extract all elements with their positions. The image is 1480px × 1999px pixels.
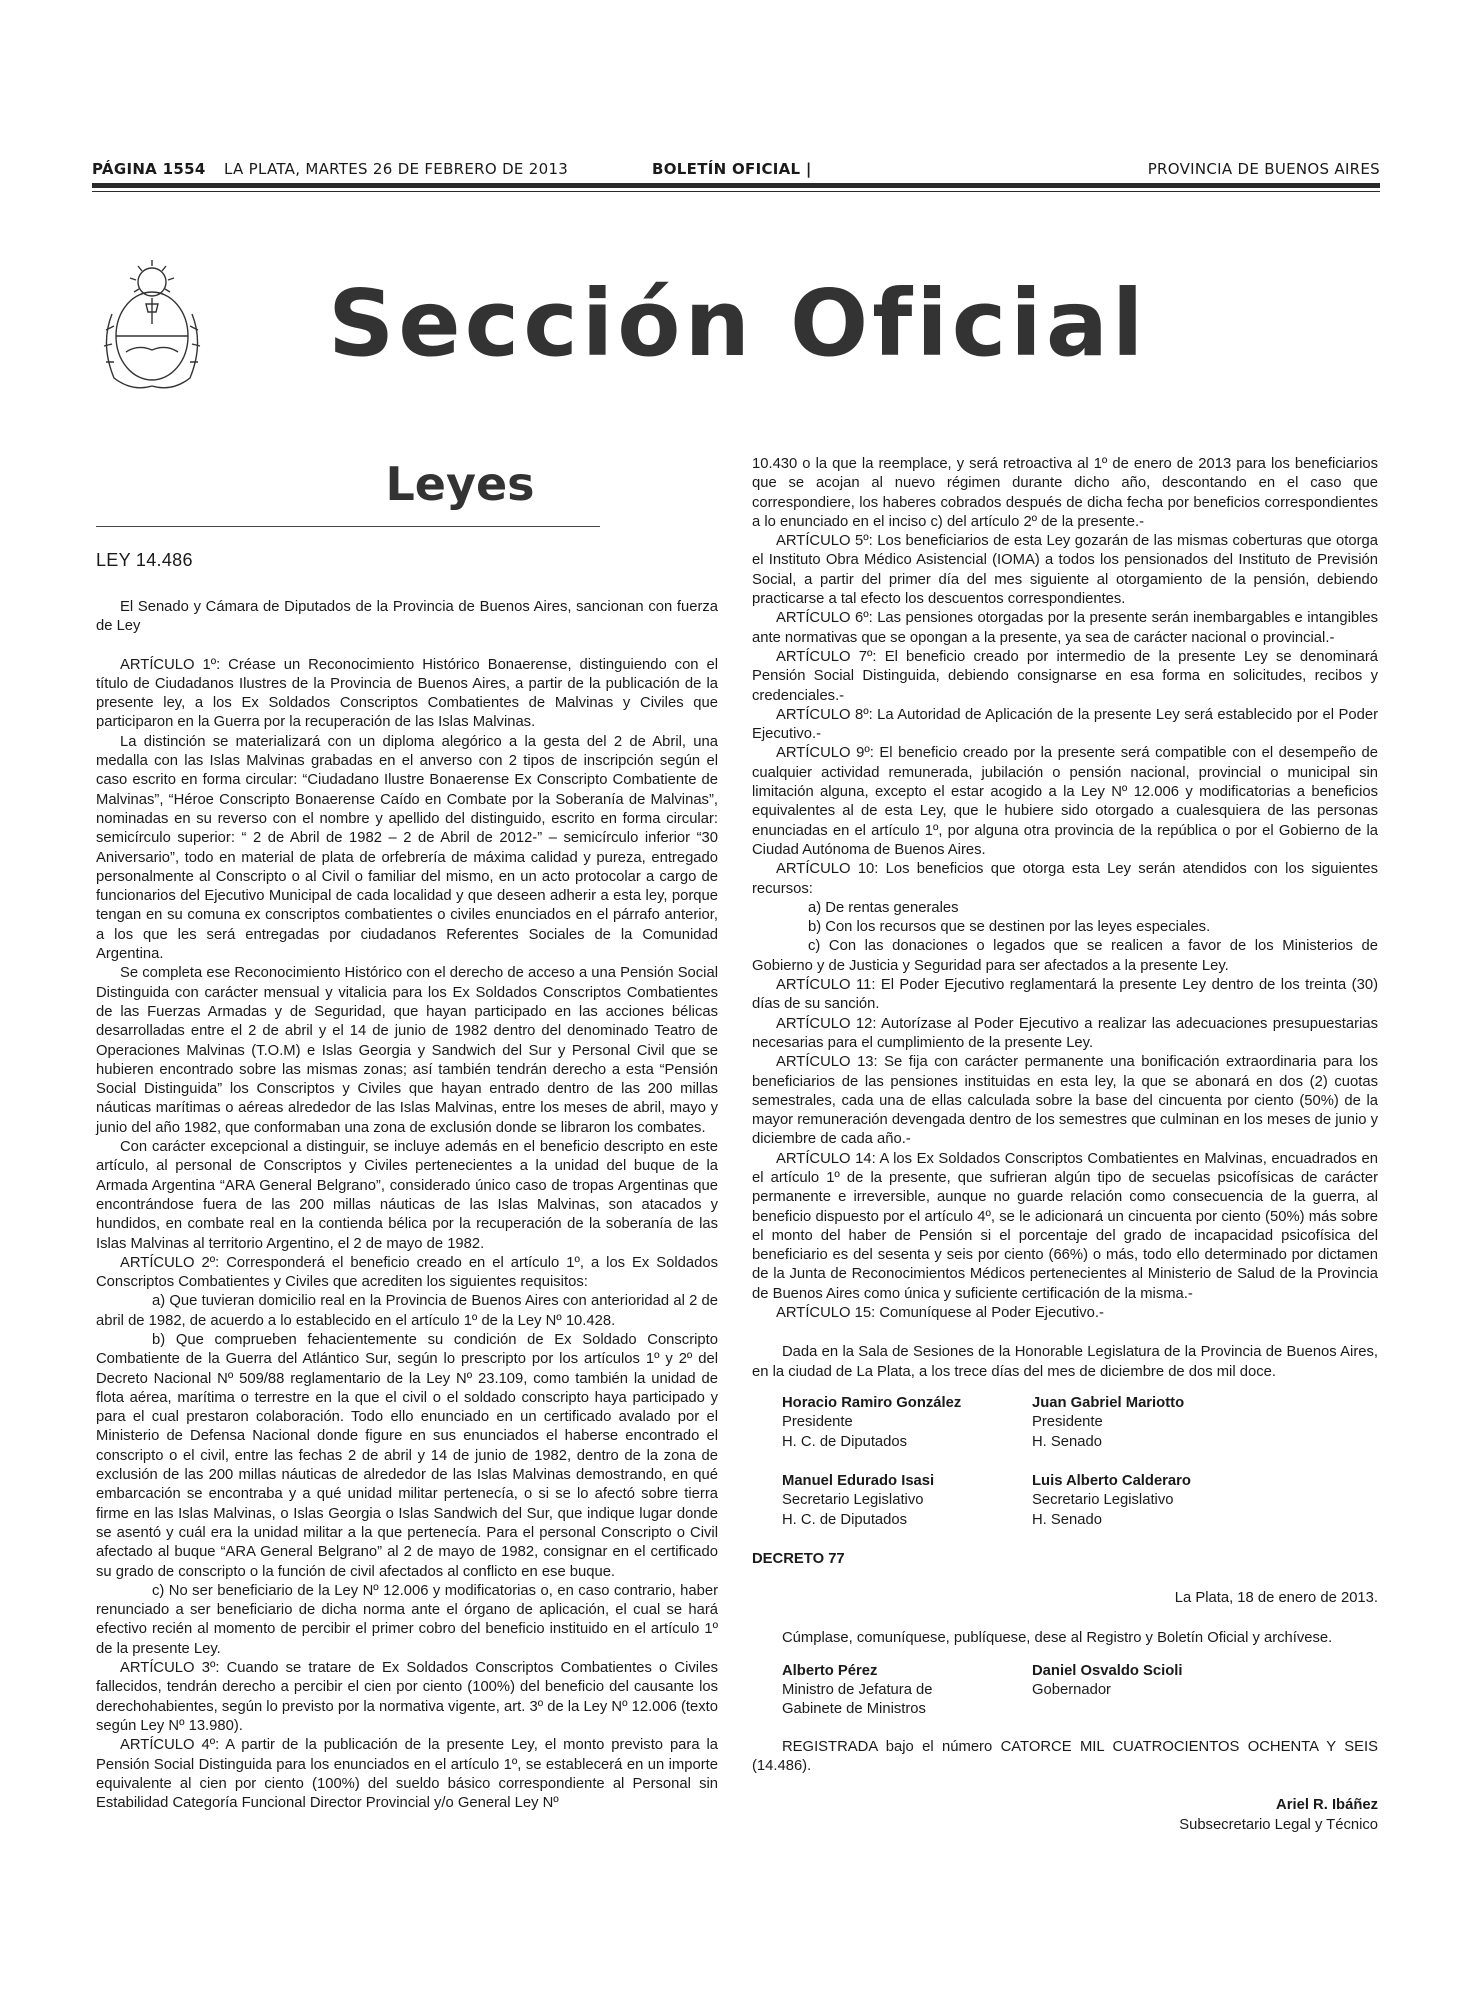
article-2-item-b: b) Que comprueben fehacientemente su condición de Ex Soldado Conscripto Combatiente de la Guerra del Atlántico Sur, según lo prescripto por los artículos 1º y 2º del Decreto Nacional Nº 509/88 reglamentario de la Ley Nº 23.109, como también la unidad de flota aérea, marítima o terrestre en la que el civil o el soldado conscripto haya participado y para el cual prestaron colaboración. Todo ello enunciado en un certificado avalado por el Ministerio de Defensa Nacional donde figure en sus enunciados el haberse encontrado el conscripto o el civil, entre las fechas 2 de abril y 14 de junio de 1982, dentro de la zona de exclusión de las 200 millas náuticas de alrededor de las Islas Malvinas demostrando, en qué embarcación se encontraba y a qué unidad militar pertenecía, o si se lo afectó sobre tierra firme en las Islas Malvinas, o Islas Georgia o Islas Sandwich del Sur, que indique lugar donde se asentó y cuál era la unidad militar a la que pertenecía. Para el personal Conscripto o Civil afectado al buque “ARA General Belgrano” al 2 de mayo de 1982, consignar en el certificado su grado de conscripto o la función de civil afectados al conflicto en ese buque.	[96, 1331, 718, 1580]
dada-paragraph: Dada en la Sala de Sesiones de la Honorable Legislatura de la Provincia de Buenos Aires, en la ciudad de La Plata, a los trece días del mes de diciembre de dos mil doce.	[752, 1344, 1378, 1380]
signature-block-2	[752, 1472, 1378, 1532]
signature-block-3	[752, 1662, 1378, 1722]
signer-role: Presidente	[1032, 1414, 1103, 1431]
section-title: Sección Oficial	[328, 270, 1148, 377]
signer-name: Manuel Edurado Isasi	[782, 1472, 935, 1489]
final-signer-role: Subsecretario Legal y Técnico	[1179, 1816, 1378, 1833]
place-date: LA PLATA, MARTES 26 DE FEBRERO DE 2013	[224, 160, 569, 178]
signer-name: Alberto Pérez	[782, 1662, 878, 1679]
signature-right	[1032, 1662, 1182, 1701]
signer-role: Gobernador	[1032, 1682, 1111, 1699]
article-2-item-a-text: a) Que tuvieran domicilio real en la Provincia de Buenos Aires con anterioridad al 2 de abril de 1982, de acuerdo a lo establecido en el artículo 1º de la Ley Nº 10.428.	[96, 1293, 718, 1329]
signer-body: H. Senado	[1032, 1433, 1102, 1450]
signer-role: Presidente	[782, 1414, 853, 1431]
final-signer-name: Ariel R. Ibáñez	[1276, 1797, 1378, 1814]
signer-name: Juan Gabriel Mariotto	[1032, 1394, 1185, 1411]
article-11: ARTÍCULO 11: El Poder Ejecutivo reglamentará la presente Ley dentro de los treinta (30) días de su sanción.	[752, 977, 1378, 1013]
province-name: PROVINCIA DE BUENOS AIRES	[1147, 160, 1380, 178]
header-rule-thick	[92, 183, 1380, 188]
signer-role: Secretario Legislativo	[1032, 1492, 1174, 1509]
article-1: ARTÍCULO 1º: Créase un Reconocimiento Histórico Bonaerense, distinguiendo con el título de Ciudadanos Ilustres de la Provincia de Buenos Aires, a partir de la publicación de la presente ley, a los Ex Soldados Conscriptos Combatientes de Malvinas y Civiles que participaron en la Guerra por la recuperación de las Islas Malvinas.	[96, 656, 718, 731]
article-1-distinction: La distinción se materializará con un diploma alegórico a la gesta del 2 de Abril, una medalla con las Islas Malvinas grabadas en el anverso con 2 tipos de inscripción según el caso escrito en forma circular: “Ciudadano Ilustre Bonaerense Ex Conscripto Combatiente de Malvinas”, “Héroe Conscripto Bonaerense Caído en Combate por la Soberanía de Malvinas”, nominadas en su reverso con el nombre y apellido del distinguido, escrito en forma circular: semicírculo superior: “ 2 de Abril de 1982 – 2 de Abril de 2012-” – semicírculo inferior “30 Aniversario”, todo en material de plata de orfebrería de máxima calidad y pureza, entregado personalmente al Conscripto o al Civil o familiar del mismo, en un acto protocolar a cargo de funcionarios del Ejecutivo Municipal de cada localidad y que deseen adherir a esta ley, porque tengan en su comuna ex conscriptos combatientes o civiles enunciados en el párrafo anterior, a los que les será entregadas por ciudadanos Referentes Sociales de la Comunidad Argentina.	[96, 733, 718, 963]
article-8: ARTÍCULO 8º: La Autoridad de Aplicación de la presente Ley será establecido por el Poder Ejecutivo.-	[752, 706, 1378, 743]
argentine-coat-of-arms-icon	[92, 254, 212, 394]
signer-role: Secretario Legislativo	[782, 1492, 924, 1509]
registrada-paragraph: REGISTRADA bajo el número CATORCE MIL CUATROCIENTOS OCHENTA Y SEIS (14.486).	[752, 1738, 1378, 1775]
article-4-cont: 10.430 o la que la reemplace, y será retroactiva al 1º de enero de 2013 para los beneficiarios que se acojan al nuevo régimen durante dicho año, descontando en el caso que correspondiere, los haberes cobrados después de dicha fecha por beneficios correspondientes a lo enunciado en el inciso c) del artículo 2º de la presente.-	[752, 456, 1378, 530]
article-1-pension: Se completa ese Reconocimiento Histórico con el derecho de acceso a una Pensión Social Distinguida con carácter mensual y vitalicia para los Ex Soldados Conscriptos Combatientes de las Fuerzas Armadas y de Seguridad, que hayan participado en las acciones bélicas desarrolladas entre el 2 de abril y el 14 de junio de 1982 dentro del denominado Teatro de Operaciones Malvinas (T.O.M) e Islas Georgia y Sandwich del Sur y Personal Civil que se hubieren encontrado sobre las mismas zonas; así también tendrán derecho a esta “Pensión Social Distinguida” los Conscriptos y Civiles que hayan entrado dentro de las 200 millas náuticas marítimas o aéreas alrededor de las Islas Malvinas, entre los meses de abril, mayo y junio del año 1982, que conformaban una zona de exclusión donde se libraron los combates.	[96, 965, 718, 1136]
article-10: ARTÍCULO 10: Los beneficios que otorga esta Ley serán atendidos con los siguientes recursos:	[752, 861, 1378, 897]
article-9: ARTÍCULO 9º: El beneficio creado por la presente será compatible con el desempeño de cualquier actividad remunerada, jubilación o pensión nacional, provincial o municipal sin limitación alguna, excepto el estar acogido a la Ley Nº 12.006 y modificatorias a beneficios equivalentes al de esta Ley, que le hubiere sido otorgado a cualesquiera de las personas enunciadas en el artículo 1º, por alguna otra provincia de la república o por el Gobierno de la Ciudad Autónoma de Buenos Aires.	[752, 745, 1378, 858]
article-7: ARTÍCULO 7º: El beneficio creado por intermedio de la presente Ley se denominará Pensión Social Distinguida, debiendo consignarse en esa forma en solicitudes, recibos y credenciales.-	[752, 648, 1378, 704]
article-2-item-c: c) No ser beneficiario de la Ley Nº 12.006 y modificatorias o, en caso contrario, haber renunciado a ser beneficiario de dicha norma ante el órgano de aplicación, el cual se hará efectivo recién al momento de percibir el primer cobro del beneficio instituido en el artículo 1º de la presente Ley.	[96, 1582, 718, 1657]
leyes-rule	[96, 526, 600, 527]
header-rule-thin	[92, 191, 1380, 192]
signer-name: Daniel Osvaldo Scioli	[1032, 1662, 1183, 1679]
page-number: PÁGINA 1554	[92, 160, 206, 178]
article-2-item-a	[96, 1292, 718, 1331]
preamble: El Senado y Cámara de Diputados de la Provincia de Buenos Aires, sancionan con fuerza de Ley	[96, 599, 718, 635]
decreto-date: La Plata, 18 de enero de 2013.	[1174, 1590, 1378, 1607]
leyes-heading: Leyes	[385, 457, 535, 511]
article-10-item-c: c) Con las donaciones o legados que se realicen a favor de los Ministerios de Gobierno y de Justicia y Seguridad para ser afectados a la presente Ley.	[752, 938, 1378, 974]
signature-right	[1032, 1394, 1184, 1452]
cumplase-paragraph: Cúmplase, comuníquese, publíquese, dese al Registro y Boletín Oficial y archívese.	[782, 1629, 1333, 1646]
signature-block-1	[752, 1394, 1378, 1454]
article-2: ARTÍCULO 2º: Corresponderá el beneficio creado en el artículo 1º, a los Ex Soldados Conscriptos Combatientes y Civiles que acrediten los siguientes requisitos:	[96, 1254, 718, 1291]
article-10-item-a: a) De rentas generales	[808, 899, 959, 916]
article-4: ARTÍCULO 4º: A partir de la publicación de la presente Ley, el monto previsto para la Pensión Social Distinguida para los enunciados en el artículo 1º, se establecerá en un importe equivalente al cien por ciento (100%) del sueldo básico correspondiente al Personal sin Estabilidad Categoría Funcional Director Provincial y/o General Ley Nº	[96, 1737, 718, 1812]
signer-name: Luis Alberto Calderaro	[1032, 1472, 1191, 1489]
signer-name: Horacio Ramiro González	[782, 1394, 962, 1411]
page-header	[92, 160, 1380, 182]
article-10-item-b: b) Con los recursos que se destinen por las leyes especiales.	[808, 919, 1211, 936]
right-column	[752, 455, 1378, 1835]
law-number: LEY 14.486	[96, 550, 193, 570]
article-15: ARTÍCULO 15: Comuníquese al Poder Ejecutivo.-	[776, 1305, 1104, 1322]
signer-body: Gabinete de Ministros	[782, 1701, 926, 1718]
signer-role: Ministro de Jefatura de	[782, 1682, 933, 1699]
article-14: ARTÍCULO 14: A los Ex Soldados Conscriptos Combatientes en Malvinas, encuadrados en el artículo 1º de la presente, que sufrieran algún tipo de secuelas psicofísicas de carácter permanente e irreversible, aunque no guarde relación como consecuencia de la guerra, al beneficio dispuesto por el artículo 4º, se le adicionará un cincuenta por ciento (50%) más sobre el monto del haber de Pensión si el porcentaje del grado de incapacidad psicofísica del beneficiario es del sesenta y seis por ciento (66%) o más, todo ello determinado por dictamen de la Junta de Reconocimientos Médicos pertenecientes al Ministerio de Salud de la Provincia de Buenos Aires como única y suficiente certificación de la misma.-	[752, 1150, 1378, 1302]
signature-left	[782, 1472, 934, 1530]
signature-left	[782, 1394, 961, 1452]
decreto-heading: DECRETO 77	[752, 1550, 845, 1567]
article-13: ARTÍCULO 13: Se fija con carácter permanente una bonificación extraordinaria para los beneficiarios de las pensiones instituidas en esta ley, la que se abonará en dos (2) cuotas semestrales, cada una de ellas calculada sobre la base del cincuenta por ciento (50%) de la mayor remuneración devengada dentro de los semestres que culminan en los meses de junio y diciembre de cada año.-	[752, 1054, 1378, 1148]
left-column	[96, 598, 718, 1813]
bulletin-name: BOLETÍN OFICIAL |	[652, 160, 812, 178]
article-5: ARTÍCULO 5º: Los beneficiarios de esta Ley gozarán de las mismas coberturas que otorga el Instituto Obra Médico Asistencial (IOMA) a todos los pensionados del Instituto de Previsión Social, a partir del primer día del mes siguiente al otorgamiento de la pensión, debiendo practicarse a tal efecto los descuentos correspondientes.	[752, 533, 1378, 608]
signature-right	[1032, 1472, 1191, 1530]
paragraph-gap	[96, 637, 718, 656]
article-12: ARTÍCULO 12: Autorízase al Poder Ejecutivo a realizar las adecuaciones presupuestarias necesarias para el cumplimiento de la presente Ley.	[752, 1015, 1378, 1051]
signer-body: H. Senado	[1032, 1511, 1102, 1528]
signer-body: H. C. de Diputados	[782, 1511, 908, 1528]
article-6: ARTÍCULO 6º: Las pensiones otorgadas por la presente serán inembargables e intangibles ante normativas que se opongan a la presente, ya sea de carácter nacional o provincial.-	[752, 610, 1378, 646]
article-3: ARTÍCULO 3º: Cuando se tratare de Ex Soldados Conscriptos Combatientes o Civiles fallecidos, tendrán derecho a percibir el cien por ciento (100%) del beneficio del causante los derechohabientes, según lo previsto por la normativa vigente, art. 3º de la Ley Nº 12.006 (texto según Ley Nº 13.980).	[96, 1660, 718, 1734]
article-1-belgrano: Con carácter excepcional a distinguir, se incluye además en el beneficio descripto en este artículo, al personal de Conscriptos y Civiles pertenecientes a la unidad del buque de la Armada Argentina “ARA General Belgrano”, considerado único caso de tropas Argentinas que encontrándose fuera de las 200 millas náuticas de las Islas Malvinas, son atacados y hundidos, en combate real en la contienda bélica por la recuperación de la soberanía de las Islas Malvinas al territorio Argentino, el 2 de mayo de 1982.	[96, 1139, 718, 1252]
signature-left	[782, 1662, 933, 1720]
signer-body: H. C. de Diputados	[782, 1433, 908, 1450]
